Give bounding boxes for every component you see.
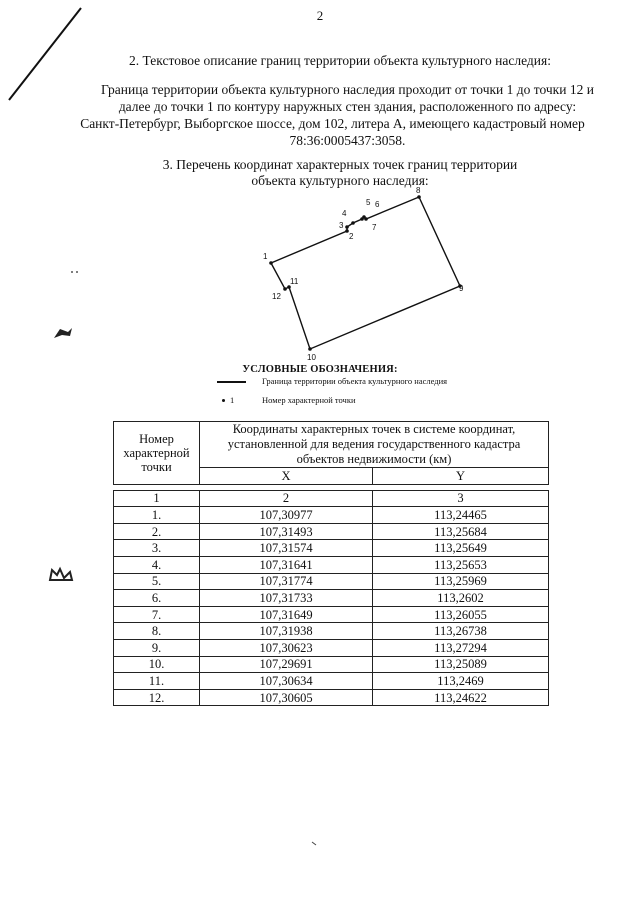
point-number-cell: 5. (114, 573, 200, 590)
table-row (114, 540, 549, 557)
x-coordinate-cell: 107,29691 (200, 656, 373, 673)
x-coordinate-cell: 107,31938 (200, 623, 373, 640)
y-coordinate-cell: 113,24465 (373, 507, 549, 524)
point-number-cell: 7. (114, 606, 200, 623)
legend-boundary-label: Граница территории объекта культурного наследия (262, 376, 448, 386)
boundary-point-12 (283, 287, 287, 291)
x-coordinate-cell: 107,31641 (200, 556, 373, 573)
x-coordinate-cell: 107,31493 (200, 523, 373, 540)
y-coordinate-cell: 113,25649 (373, 540, 549, 557)
y-coordinate-cell: 113,25089 (373, 656, 549, 673)
y-coordinate-cell: 113,26738 (373, 623, 549, 640)
legend-point-row (220, 395, 520, 407)
table-row (114, 507, 549, 524)
coordinates-header: Координаты характерных точек в системе координат, установленной для ведения государственного кадастра объектов недвижимости (км) (200, 422, 549, 468)
scan-mark-stamp-fragment-2 (48, 566, 74, 582)
point-label-10: 10 (307, 353, 316, 362)
index-cell: 2 (200, 490, 373, 507)
y-header: Y (373, 468, 549, 485)
table-row (114, 673, 549, 690)
legend-point-dot (222, 399, 225, 402)
point-label-1: 1 (263, 252, 268, 261)
x-coordinate-cell: 107,31774 (200, 573, 373, 590)
point-label-8: 8 (416, 186, 421, 195)
point-number-header: Номер характерной точки (114, 422, 200, 485)
legend-point-symbol: 1 (230, 395, 235, 405)
point-label-5: 5 (366, 198, 371, 207)
boundary-description-line: Санкт-Петербург, Выборгское шоссе, дом 102, литера А, имеющего кадастровый номер (80, 116, 585, 131)
boundary-point-4 (351, 221, 355, 225)
index-cell: 3 (373, 490, 549, 507)
x-header: X (200, 468, 373, 485)
legend-boundary-swatch (217, 381, 246, 383)
section-3-heading-line: 3. Перечень координат характерных точек границ территории (162, 157, 518, 172)
point-number-cell: 12. (114, 689, 200, 706)
point-label-6: 6 (375, 200, 380, 209)
table-row (114, 523, 549, 540)
x-coordinate-cell: 107,31733 (200, 590, 373, 607)
boundary-point-8 (417, 195, 421, 199)
scan-mark-small-tick (310, 840, 320, 848)
point-number-cell: 4. (114, 556, 200, 573)
boundary-point-10 (308, 347, 312, 351)
x-coordinate-cell: 107,30623 (200, 639, 373, 656)
x-coordinate-cell: 107,30634 (200, 673, 373, 690)
point-number-cell: 9. (114, 639, 200, 656)
table-row (114, 573, 549, 590)
boundary-point-7 (364, 217, 368, 221)
boundary-diagram (250, 185, 480, 365)
point-label-12: 12 (272, 292, 281, 301)
section-2-heading: 2. Текстовое описание границ территории объекта культурного наследия: (129, 53, 551, 68)
legend-point-label: Номер характерной точки (262, 395, 356, 405)
point-label-4: 4 (342, 209, 347, 218)
table-row (114, 656, 549, 673)
x-coordinate-cell: 107,31574 (200, 540, 373, 557)
x-coordinate-cell: 107,31649 (200, 606, 373, 623)
table-row (114, 623, 549, 640)
point-label-3: 3 (339, 221, 344, 230)
scan-mark-stamp-fragment (52, 326, 74, 340)
index-cell: 1 (114, 490, 200, 507)
table-row (114, 556, 549, 573)
table-row (114, 639, 549, 656)
boundary-description (60, 81, 635, 149)
boundary-point-3 (345, 225, 349, 229)
y-coordinate-cell: 113,2602 (373, 590, 549, 607)
point-number-cell: 11. (114, 673, 200, 690)
point-number-cell: 3. (114, 540, 200, 557)
boundary-point-1 (269, 261, 273, 265)
point-number-cell: 2. (114, 523, 200, 540)
table-row (114, 689, 549, 706)
x-coordinate-cell: 107,30605 (200, 689, 373, 706)
point-label-7: 7 (372, 223, 377, 232)
point-number-cell: 1. (114, 507, 200, 524)
table-row (114, 590, 549, 607)
page-number: 2 (316, 8, 324, 23)
boundary-description-line: Граница территории объекта культурного наследия проходит от точки 1 до точки 12 и (101, 82, 594, 97)
boundary-description-line: 78:36:0005437:3058. (289, 133, 406, 148)
boundary-description-line: далее до точки 1 по контуру наружных стен здания, расположенного по адресу: (118, 99, 577, 114)
legend-title: УСЛОВНЫЕ ОБОЗНАЧЕНИЯ: (242, 364, 398, 375)
y-coordinate-cell: 113,25653 (373, 556, 549, 573)
legend-boundary-row (217, 376, 517, 388)
x-coordinate-cell: 107,30977 (200, 507, 373, 524)
y-coordinate-cell: 113,25969 (373, 573, 549, 590)
coordinates-table (113, 421, 549, 706)
y-coordinate-cell: 113,2469 (373, 673, 549, 690)
point-number-cell: 8. (114, 623, 200, 640)
point-number-cell: 6. (114, 590, 200, 607)
point-label-2: 2 (349, 232, 354, 241)
y-coordinate-cell: 113,25684 (373, 523, 549, 540)
y-coordinate-cell: 113,27294 (373, 639, 549, 656)
scan-mark-dot (66, 268, 86, 276)
table-row (114, 606, 549, 623)
section-3-heading-line: объекта культурного наследия: (251, 173, 429, 188)
point-number-cell: 10. (114, 656, 200, 673)
point-label-11: 11 (290, 277, 299, 286)
point-label-9: 9 (459, 284, 464, 293)
table-index-row (114, 490, 549, 507)
y-coordinate-cell: 113,24622 (373, 689, 549, 706)
boundary-point-markers (269, 195, 462, 351)
y-coordinate-cell: 113,26055 (373, 606, 549, 623)
